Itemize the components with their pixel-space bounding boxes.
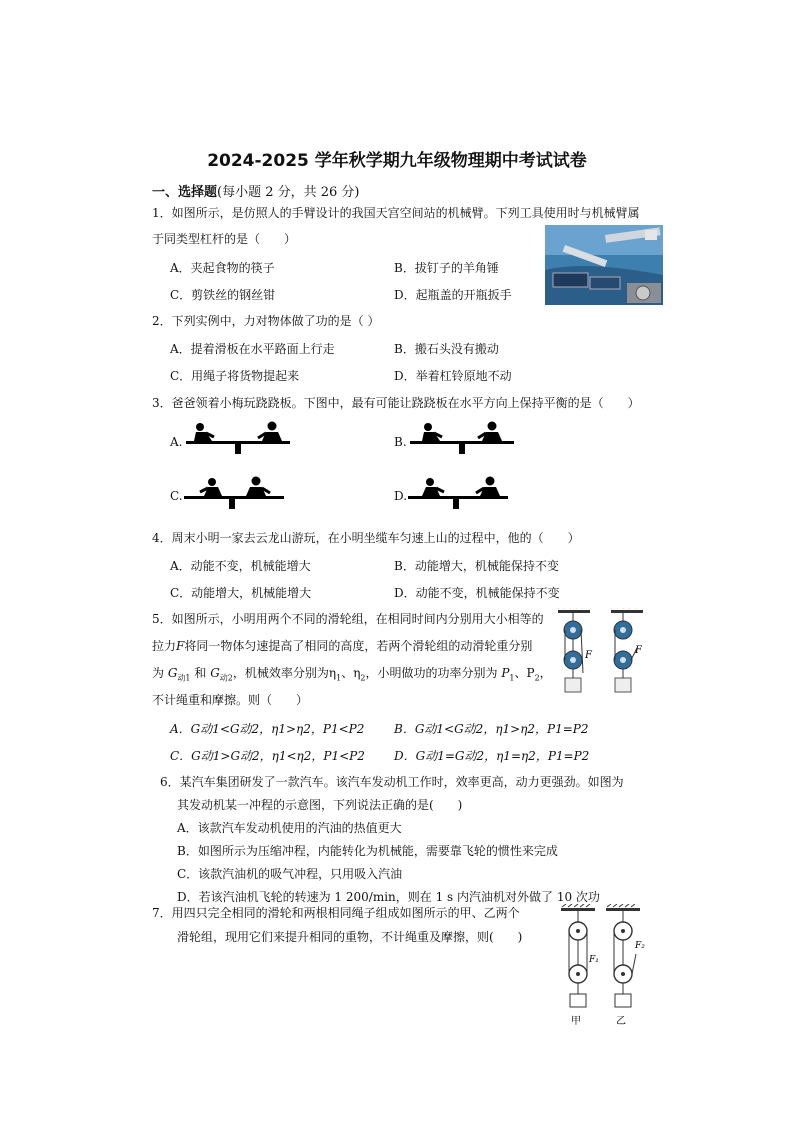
- q1-option-c[interactable]: C．剪铁丝的钢丝钳: [170, 288, 276, 302]
- q6-option-b[interactable]: B．如图所示为压缩冲程，内能转化为机械能，需要靠飞轮的惯性来完成: [177, 844, 558, 858]
- q1-option-a[interactable]: A．夹起食物的筷子: [170, 261, 275, 275]
- q2-option-a[interactable]: A．提着滑板在水平路面上行走: [170, 342, 335, 356]
- q5-stem-3c: ，小明做功的功率分别为: [365, 666, 498, 680]
- q5-comma: ，: [539, 666, 552, 680]
- page-title: 2024-2025 学年秋学期九年级物理期中考试试卷: [207, 151, 587, 171]
- q5-option-b[interactable]: B．G动1<G动2，η1>η2，P1=P2: [394, 722, 589, 736]
- seesaw-figure-a: [182, 421, 294, 457]
- q5-option-d[interactable]: D．G动1=G动2，η1=η2，P1=P2: [394, 749, 590, 763]
- q5-stem-3a: 为: [152, 666, 165, 680]
- q6-stem-2: 其发动机某一冲程的示意图，下列说法正确的是( ): [177, 798, 463, 812]
- q5-psep: 、P: [514, 666, 535, 680]
- q1-option-b[interactable]: B．拔钉子的羊角锤: [394, 261, 499, 275]
- q5-p2: 2: [534, 673, 540, 683]
- q5-sep: 、η: [341, 666, 361, 680]
- q5-sub2: 动2: [219, 673, 233, 683]
- q5-stem-2b: 将同一物体匀速提高了相同的高度，若两个滑轮组的动滑轮重分别: [184, 639, 533, 653]
- q4-option-d[interactable]: D．动能不变，机械能保持不变: [394, 586, 560, 600]
- q5-eta1: 1: [336, 673, 342, 683]
- q7-stem-2: 滑轮组，现用它们来提升相同的重物，不计绳重及摩擦，则( ): [177, 930, 523, 944]
- q3-option-d-label[interactable]: D.: [394, 489, 408, 503]
- q3-stem: 3．爸爸领着小梅玩跷跷板。下图中，最有可能让跷跷板在水平方向上保持平衡的是（ ）: [152, 396, 640, 410]
- q2-option-b[interactable]: B．搬石头没有搬动: [394, 342, 499, 356]
- seesaw-figure-b: [406, 421, 518, 457]
- q5-stem-3b: ，机械效率分别为η: [232, 666, 337, 680]
- q7-label-jia: 甲: [571, 1016, 581, 1027]
- robot-arm-image: [545, 225, 663, 305]
- q5-p-symbol: P: [501, 666, 510, 680]
- q7-pulley-figure: [556, 904, 656, 1029]
- q5-stem-1: 5．如图所示，小明用两个不同的滑轮组，在相同时间内分别用大小相等的: [152, 612, 544, 626]
- q5-g-symbol-2: G: [210, 666, 220, 680]
- section-name: 一、选择题: [152, 185, 218, 200]
- section-heading: [152, 181, 360, 200]
- q3-option-b-label[interactable]: B.: [394, 435, 407, 449]
- q5-option-a[interactable]: A．G动1<G动2，η1>η2，P1<P2: [170, 722, 365, 736]
- section-note: (每小题 2 分，共 26 分): [217, 185, 360, 200]
- q5-stem-4: 不计绳重和摩擦。则（ ）: [152, 693, 309, 707]
- q6-option-a[interactable]: A．该款汽车发动机使用的汽油的热值更大: [177, 821, 402, 835]
- q5-stem-2: [152, 637, 532, 655]
- q5-option-c[interactable]: C．G动1>G动2，η1<η2，P1<P2: [170, 749, 365, 763]
- q4-option-b[interactable]: B．动能增大，机械能保持不变: [394, 559, 559, 573]
- q5-eta2: 2: [360, 673, 366, 683]
- q1-stem-1: 1．如图所示，是仿照人的手臂设计的我国天宫空间站的机械臂。下列工具使用时与机械臂属: [152, 206, 640, 220]
- q7-fig-f2: F₂: [635, 941, 645, 951]
- q5-stem-2a: 拉力: [152, 639, 177, 653]
- q5-pulley-figure: [553, 608, 653, 703]
- q2-option-d[interactable]: D．举着杠铃原地不动: [394, 369, 512, 383]
- q5-stem-3: [152, 664, 552, 687]
- q2-stem: 2．下列实例中，力对物体做了功的是（ ）: [152, 314, 380, 328]
- q7-stem-1: 7．用四只完全相同的滑轮和两根相同绳子组成如图所示的甲、乙两个: [152, 906, 520, 920]
- q6-option-c[interactable]: C．该款汽油机的吸气冲程，只用吸入汽油: [177, 867, 403, 881]
- q6-stem-1: 6．某汽车集团研发了一款汽车。该汽车发动机工作时，效率更高，动力更强劲。如图为: [160, 775, 624, 789]
- q4-stem: 4．周末小明一家去云龙山游玩，在小明坐缆车匀速上山的过程中，他的（ ）: [152, 531, 580, 545]
- q5-sub1: 动1: [177, 673, 191, 683]
- q5-fig-f-right: F: [635, 645, 642, 656]
- q3-option-c-label[interactable]: C.: [170, 489, 183, 503]
- q5-fig-f-left: F: [585, 650, 592, 661]
- q7-fig-f1: F₁: [589, 955, 599, 965]
- q4-option-a[interactable]: A．动能不变，机械能增大: [170, 559, 311, 573]
- q3-option-a-label[interactable]: A.: [170, 435, 183, 449]
- q6-option-d[interactable]: D．若该汽油机飞轮的转速为 1 200/min，则在 1 s 内汽油机对外做了 10 次功: [177, 890, 600, 904]
- q2-option-c[interactable]: C．用绳子将货物提起来: [170, 369, 300, 383]
- q7-label-yi: 乙: [616, 1016, 626, 1027]
- q5-force-symbol: F: [176, 639, 185, 653]
- seesaw-figure-c: [182, 476, 286, 512]
- q5-and: 和: [194, 666, 207, 680]
- q1-stem-2: 于同类型杠杆的是（ ）: [152, 232, 297, 246]
- q5-g-symbol: G: [167, 666, 178, 680]
- q4-option-c[interactable]: C．动能增大，机械能增大: [170, 586, 312, 600]
- q5-p1: 1: [509, 673, 515, 683]
- q1-option-d[interactable]: D．起瓶盖的开瓶扳手: [394, 288, 512, 302]
- seesaw-figure-d: [406, 476, 510, 512]
